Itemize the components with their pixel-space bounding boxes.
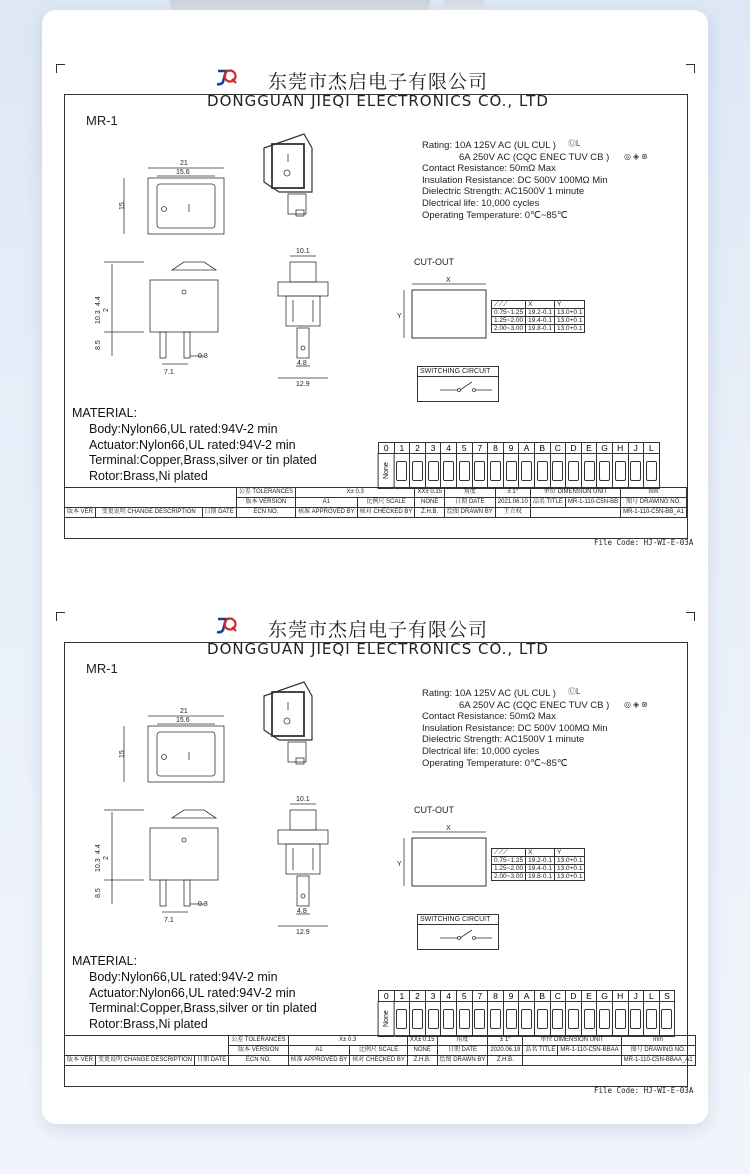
material-line: Rotor:Brass,Ni plated	[89, 469, 208, 484]
spec-line: Contact Resistance: 50mΩ Max	[422, 711, 556, 723]
dim-label: 8.5	[95, 340, 102, 350]
switch-code-cell: C	[551, 990, 567, 1002]
switch-symbol-icon	[597, 1001, 613, 1037]
table-cell: Y	[554, 849, 584, 857]
table-cell: X	[526, 301, 555, 309]
switch-symbol-icon	[504, 1001, 520, 1037]
table-row: 1.25~2.00 19.4-0.1 13.0+0.1	[492, 317, 585, 325]
switch-symbol-icon	[519, 453, 535, 489]
switch-code-cell: J	[629, 442, 645, 454]
switch-code-cell: 1	[395, 990, 411, 1002]
switch-code-cell: D	[566, 990, 582, 1002]
switch-symbol-icon	[613, 453, 629, 489]
switch-symbol-icon: None	[378, 1001, 395, 1037]
spec-line: 6A 250V AC (CQC ENEC TUV CB )	[459, 151, 610, 163]
cert-marks-icon: ◎◈⊛	[624, 700, 650, 709]
dim-label: 10.1	[296, 796, 310, 803]
dim-label: 7.1	[164, 369, 174, 376]
switch-code-cell: 3	[426, 442, 442, 454]
switch-code-cell: 3	[426, 990, 442, 1002]
company-name-cn: 东莞市杰启电子有限公司	[267, 71, 488, 93]
dim-label: 15	[119, 750, 126, 758]
spec-line: Insulation Resistance: DC 500V 100MΩ Min	[422, 722, 608, 734]
drawing-sheet-1	[0, 0, 750, 547]
table-row: 0.75~1.25 19.2-0.1 13.0+0.1	[492, 309, 585, 317]
switch-code-cell: 4	[441, 442, 457, 454]
material-line: Actuator:Nylon66,UL rated:94V-2 min	[89, 985, 296, 1000]
material-title: MATERIAL:	[72, 954, 138, 968]
material-line: Body:Nylon66,UL rated:94V-2 min	[89, 421, 278, 436]
cert-marks-icon: ◎◈⊛	[624, 152, 650, 161]
company-name-cn: 东莞市杰启电子有限公司	[267, 619, 488, 641]
title-block: 公差 TOLERANCES X± 0.3 XX± 0.15 角度 ± 1° 单位 DIMENSION UNIT mm 版本 VERSION A1 比例尺 SCALE NONE 日期 DATE 2021.06.10 品名 TITLE MR-1-110-C5N-BB 图号 DRAWING NO. 版本 VER 变更说明 CHANGE DESCRIPTION 日期 DATE ECN NO. 核准 APPROVED BY 核对 CHECKED BY Z.H.B. 绘图 DRAWN BY 王立权 MR-1-110-C5N-BB_A1	[64, 487, 687, 518]
spec-line: 6A 250V AC (CQC ENEC TUV CB )	[459, 699, 610, 711]
switch-code-cell: 4	[441, 990, 457, 1002]
dim-label: 12.9	[296, 381, 310, 388]
switch-code-cell: G	[597, 442, 613, 454]
switch-symbol-icon	[441, 453, 457, 489]
switch-front-outline	[148, 178, 224, 234]
switch-symbol-icon	[488, 1001, 504, 1037]
switch-code-cell: 7	[473, 990, 489, 1002]
spec-line: Operating Temperature: 0℃~85℃	[422, 757, 568, 769]
switch-code-cell: 8	[488, 442, 504, 454]
cutout-label: CUT-OUT	[414, 805, 454, 815]
switch-code-cell: 9	[504, 990, 520, 1002]
switch-symbol-icon	[488, 453, 504, 489]
switch-symbol-icon	[644, 453, 660, 489]
dim-label: 2	[103, 856, 110, 860]
switch-symbol-icon	[441, 1001, 457, 1037]
spec-line: Dlectrical life: 10,000 cycles	[422, 745, 540, 757]
cutout-y-label: Y	[397, 313, 402, 320]
spec-line: Dielectric Strength: AC1500V 1 minute	[422, 186, 585, 198]
switching-circuit-box	[417, 914, 499, 950]
switch-symbol-icon	[551, 453, 567, 489]
switch-symbol-icon	[566, 1001, 582, 1037]
spec-line: Dlectrical life: 10,000 cycles	[422, 197, 540, 209]
title-block: 公差 TOLERANCES X± 0.3 XX± 0.15 角度 ± 1° 单位 DIMENSION UNIT mm 版本 VERSION A1 比例尺 SCALE NONE 日期 DATE 2020.06.19 品名 TITLE MR-1-110-C5N-BBAA 图号 DRAWING NO. 版本 VER 变更说明 CHANGE DESCRIPTION 日期 DATE ECN NO. 核准 APPROVED BY 核对 CHECKED BY Z.H.B. 绘图 DRAWN BY Z.H.B. MR-1-110-C5N-BBAA_A1	[64, 1035, 696, 1066]
material-line: Terminal:Copper,Brass,silver or tin plated	[89, 1001, 317, 1016]
switch-code-cell: B	[535, 442, 551, 454]
dim-label: 21	[180, 708, 188, 715]
switch-symbol-icon: None	[378, 453, 395, 489]
model-number: MR-1	[86, 113, 118, 128]
switch-code-cell: S	[660, 990, 676, 1002]
switch-code-cell: J	[629, 990, 645, 1002]
switch-symbol-row	[378, 1001, 675, 1037]
table-row: 2.00~3.00 19.8-0.1 13.0+0.1	[492, 325, 585, 333]
spec-line: Insulation Resistance: DC 500V 100MΩ Min	[422, 174, 608, 186]
spec-line: Rating: 10A 125V AC (UL CUL )	[422, 688, 556, 699]
switch-code-cell: 8	[488, 990, 504, 1002]
switch-code-cell: E	[582, 442, 598, 454]
spec-line: Contact Resistance: 50mΩ Max	[422, 163, 556, 175]
switch-symbol-icon	[582, 453, 598, 489]
crop-mark	[686, 64, 695, 73]
switch-symbol-icon	[566, 453, 582, 489]
switch-symbol-icon	[551, 1001, 567, 1037]
ratings-spec-block	[422, 140, 609, 221]
company-name-en: DONGGUAN JIEQI ELECTRONICS CO., LTD	[207, 92, 549, 110]
switch-symbol-icon	[395, 453, 411, 489]
dim-label: 0.8	[198, 353, 208, 360]
switch-code-cell: E	[582, 990, 598, 1002]
switch-symbol-icon	[660, 1001, 676, 1037]
table-cell: ⟋⟋⟋	[492, 301, 526, 309]
switch-code-cell: B	[535, 990, 551, 1002]
switching-circuit-label: SWITCHING CIRCUIT	[418, 915, 498, 925]
crop-mark	[56, 64, 65, 73]
switch-code-cell: L	[644, 990, 660, 1002]
cutout-x-label: X	[446, 825, 451, 832]
switch-code-cell: 2	[410, 990, 426, 1002]
crop-mark	[686, 612, 695, 621]
dim-label: 15	[119, 202, 126, 210]
switching-circuit-label: SWITCHING CIRCUIT	[418, 367, 498, 377]
switch-symbol-icon	[410, 1001, 426, 1037]
drawing-sheet-2	[0, 548, 750, 1095]
material-line: Body:Nylon66,UL rated:94V-2 min	[89, 969, 278, 984]
spec-line: Dielectric Strength: AC1500V 1 minute	[422, 734, 585, 746]
table-cell: X	[526, 849, 555, 857]
dim-label: 4.4	[95, 844, 102, 854]
dim-label: 4.8	[297, 908, 307, 915]
switch-code-cell: C	[551, 442, 567, 454]
dim-label: 15.6	[176, 169, 190, 176]
dim-label: 12.9	[296, 929, 310, 936]
switch-code-cell: 0	[378, 990, 395, 1002]
table-row: 1.25~2.00 19.4-0.1 13.0+0.1	[492, 865, 585, 873]
material-block	[72, 406, 317, 485]
dim-label: 2	[103, 308, 110, 312]
crop-mark	[56, 612, 65, 621]
spec-line: Rating: 10A 125V AC (UL CUL )	[422, 140, 556, 151]
switch-code-cell: A	[519, 442, 535, 454]
switch-symbol-icon	[473, 1001, 489, 1037]
dim-label: 15.6	[176, 717, 190, 724]
switch-code-cell: 7	[473, 442, 489, 454]
material-title: MATERIAL:	[72, 406, 138, 420]
switch-symbol-icon	[644, 1001, 660, 1037]
material-line: Actuator:Nylon66,UL rated:94V-2 min	[89, 437, 296, 452]
switch-symbol-icon	[473, 453, 489, 489]
switch-code-cell: 9	[504, 442, 520, 454]
dim-label: 4.4	[95, 296, 102, 306]
dim-label: 4.8	[297, 360, 307, 367]
switch-code-cell: 1	[395, 442, 411, 454]
ul-cert-icon: ⓊL	[568, 139, 581, 148]
switch-code-cell: H	[613, 990, 629, 1002]
dim-label: 21	[180, 160, 188, 167]
table-row: 2.00~3.00 19.8-0.1 13.0+0.1	[492, 873, 585, 881]
cutout-table	[491, 848, 585, 881]
switch-code-cell: 5	[457, 442, 473, 454]
switch-symbol-icon	[613, 1001, 629, 1037]
dim-label: 10.3	[95, 858, 102, 872]
material-block	[72, 954, 317, 1033]
switch-symbol-icon	[629, 1001, 645, 1037]
dim-label: 7.1	[164, 917, 174, 924]
switch-symbol-row	[378, 453, 660, 489]
material-line: Rotor:Brass,Ni plated	[89, 1017, 208, 1032]
switch-symbol-icon	[410, 453, 426, 489]
table-cell: Y	[554, 301, 584, 309]
switch-symbol-icon	[519, 1001, 535, 1037]
switch-symbol-icon	[629, 453, 645, 489]
company-name-en: DONGGUAN JIEQI ELECTRONICS CO., LTD	[207, 640, 549, 658]
ratings-spec-block	[422, 688, 609, 769]
switch-symbol-icon	[426, 453, 442, 489]
model-number: MR-1	[86, 661, 118, 676]
cutout-y-label: Y	[397, 861, 402, 868]
dim-label: 10.1	[296, 248, 310, 255]
cutout-label: CUT-OUT	[414, 257, 454, 267]
switch-symbol-icon	[426, 1001, 442, 1037]
spec-line: Operating Temperature: 0℃~85℃	[422, 209, 568, 221]
switch-code-cell: A	[519, 990, 535, 1002]
switch-symbol-icon	[457, 1001, 473, 1037]
switch-symbol-icon	[535, 1001, 551, 1037]
switch-code-cell: L	[644, 442, 660, 454]
switch-code-cell: H	[613, 442, 629, 454]
switch-code-cell: 0	[378, 442, 395, 454]
cutout-x-label: X	[446, 277, 451, 284]
switch-symbol-icon	[504, 453, 520, 489]
switch-code-cell: D	[566, 442, 582, 454]
dim-label: 10.3	[95, 310, 102, 324]
switch-code-cell: 2	[410, 442, 426, 454]
switch-symbol-icon	[582, 1001, 598, 1037]
switch-symbol-icon	[457, 453, 473, 489]
material-line: Terminal:Copper,Brass,silver or tin plated	[89, 453, 317, 468]
table-cell: ⟋⟋⟋	[492, 849, 526, 857]
ul-cert-icon: ⓊL	[568, 687, 581, 696]
table-row: 0.75~1.25 19.2-0.1 13.0+0.1	[492, 857, 585, 865]
switch-symbol-icon	[395, 1001, 411, 1037]
switching-circuit-box	[417, 366, 499, 402]
switch-code-cell: 5	[457, 990, 473, 1002]
dim-label: 8.5	[95, 888, 102, 898]
cutout-table	[491, 300, 585, 333]
switch-symbol-icon	[597, 453, 613, 489]
switch-code-cell: G	[597, 990, 613, 1002]
switch-front-outline	[148, 726, 224, 782]
file-code: File Code: HJ-WI-E-03A	[594, 538, 694, 547]
dim-label: 0.8	[198, 901, 208, 908]
file-code: File Code: HJ-WI-E-03A	[594, 1086, 694, 1095]
switch-symbol-icon	[535, 453, 551, 489]
